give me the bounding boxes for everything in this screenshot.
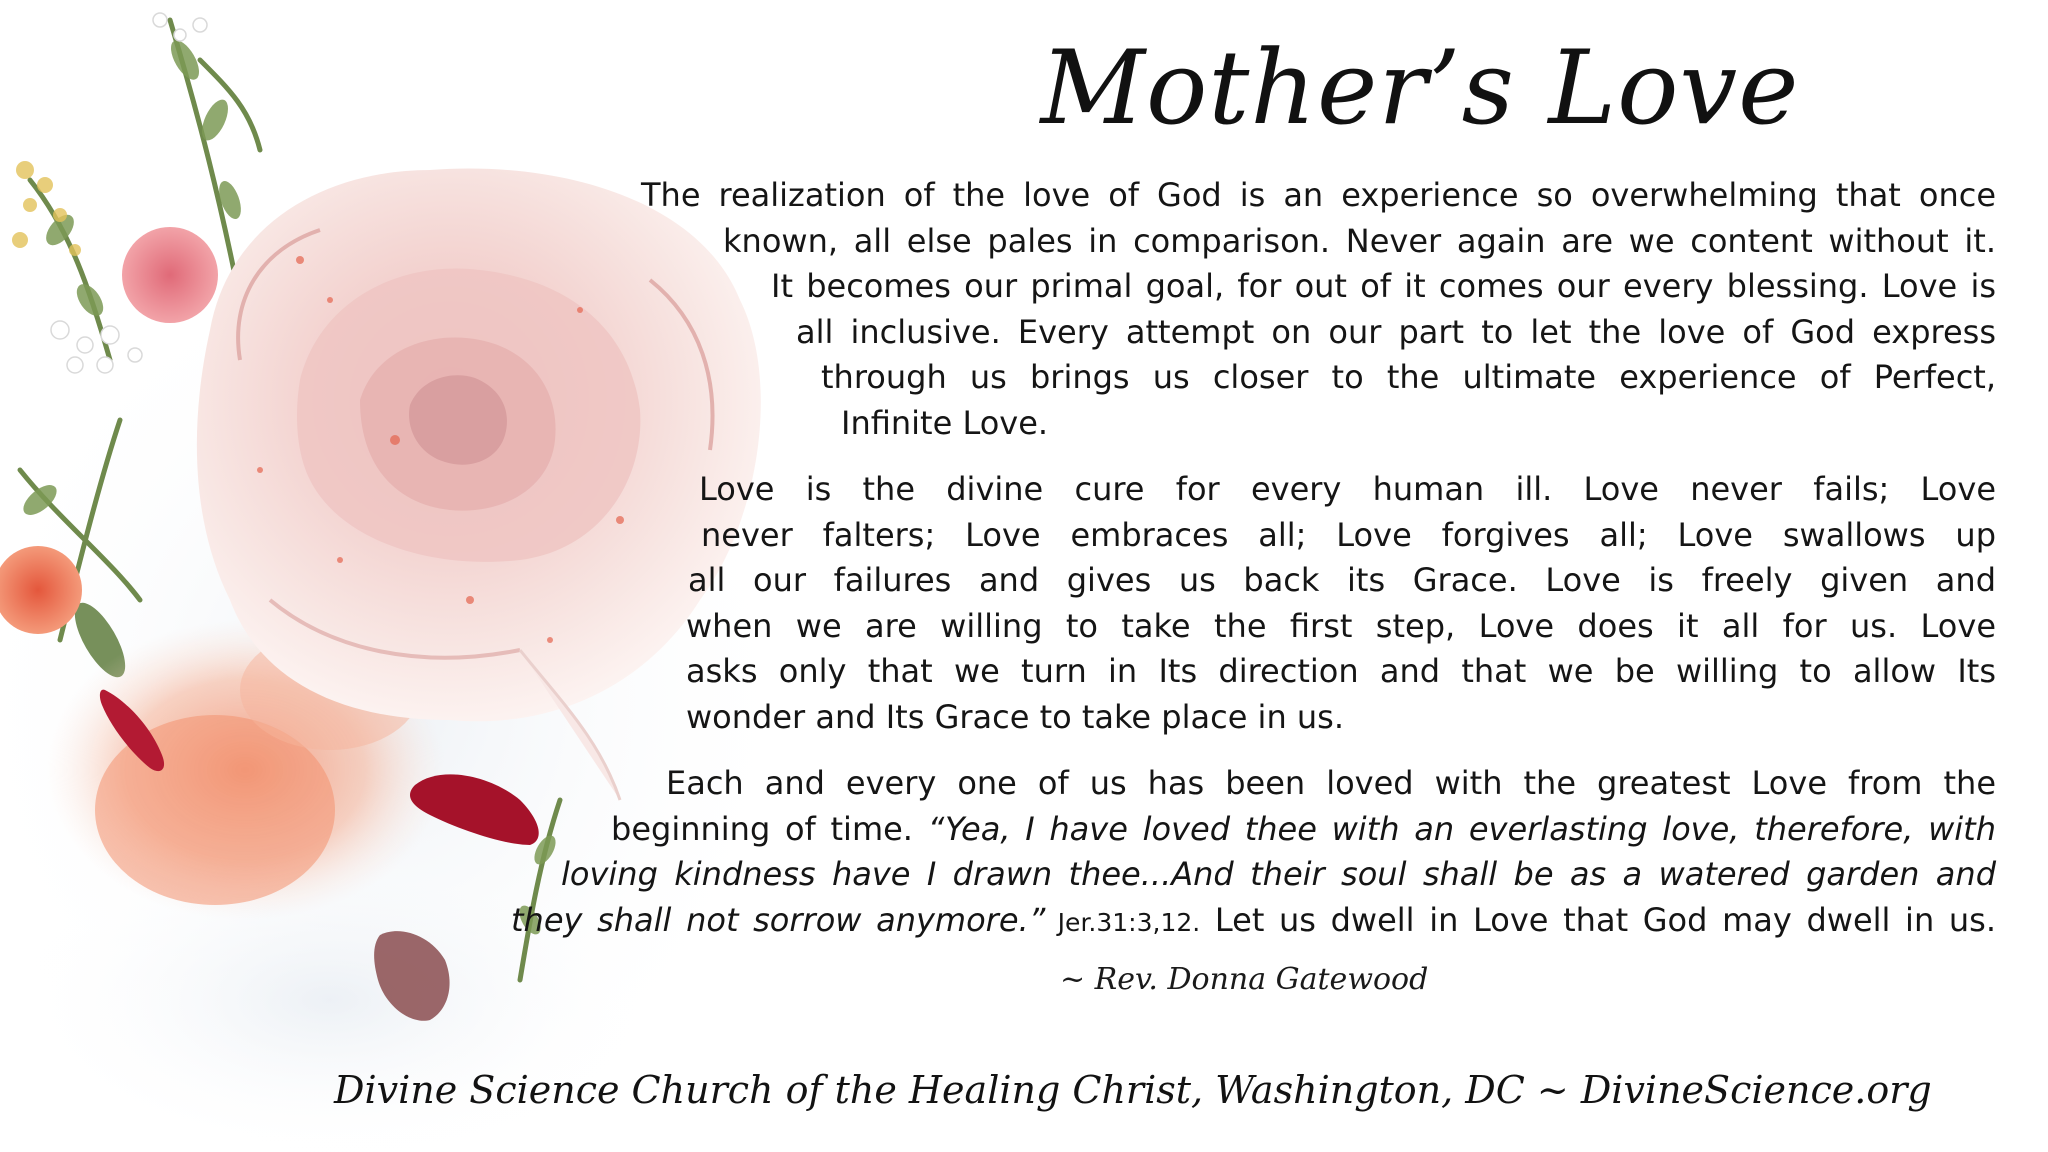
scripture-quote: loving kindness have I drawn thee...And their soul shall be as a watered garden and: [561, 855, 1996, 894]
church-footer: Divine Science Church of the Healing Christ, Washington, DC ~ DivineScience.org: [334, 1068, 1932, 1112]
paragraph-1-line: known, all else pales in comparison. Never again are we content without it.: [723, 221, 1996, 260]
poster-title: Mother’s Love: [1040, 29, 1800, 148]
scripture-reference: Jer.31:3,12.: [1045, 907, 1201, 937]
paragraph-2-line: when we are willing to take the first step, Love does it all for us. Love: [686, 606, 1996, 645]
paragraph-2-line: all our failures and gives us back its Grace. Love is freely given and: [688, 561, 1996, 600]
paragraph-2-line: never falters; Love embraces all; Love forgives all; Love swallows up: [701, 515, 1996, 554]
paragraph-2-line: Love is the divine cure for every human ill. Love never fails; Love: [699, 470, 1996, 508]
paragraph-1-line: It becomes our primal goal, for out of it comes our every blessing. Love is: [771, 267, 1996, 306]
paragraph-3-text: beginning of time.: [611, 809, 928, 848]
paragraph-2-line: asks only that we turn in Its direction and that we be willing to allow Its: [686, 652, 1996, 691]
paragraph-1-line: through us brings us closer to the ultimate experience of Perfect,: [821, 358, 1996, 397]
paragraph-3-line: [511, 898, 1996, 946]
paragraph-1-line: all inclusive. Every attempt on our part to let the love of God express: [796, 312, 1996, 351]
paragraph-3: [511, 761, 1996, 945]
paragraph-2: [686, 467, 1996, 741]
paragraph-1: [641, 173, 1996, 447]
paragraph-1-line: Infinite Love.: [841, 403, 1049, 442]
paragraph-2-line: wonder and Its Grace to take place in us.: [686, 697, 1345, 736]
scripture-quote: “Yea, I have loved thee with an everlasting love, therefore, with: [927, 809, 1997, 848]
scripture-quote: they shall not sorrow anymore.”: [511, 900, 1046, 939]
paragraph-1-line: The realization of the love of God is an experience so overwhelming that once: [641, 176, 1996, 214]
paragraph-3-text: Let us dwell in Love that God may dwell in us.: [1200, 900, 1996, 939]
paragraph-3-line: Each and every one of us has been loved with the greatest Love from the: [666, 764, 1996, 802]
pink-globe-amaranth: [122, 227, 218, 323]
paragraph-3-line: [511, 807, 1996, 853]
author-attribution: ~ Rev. Donna Gatewood: [1060, 962, 1429, 997]
